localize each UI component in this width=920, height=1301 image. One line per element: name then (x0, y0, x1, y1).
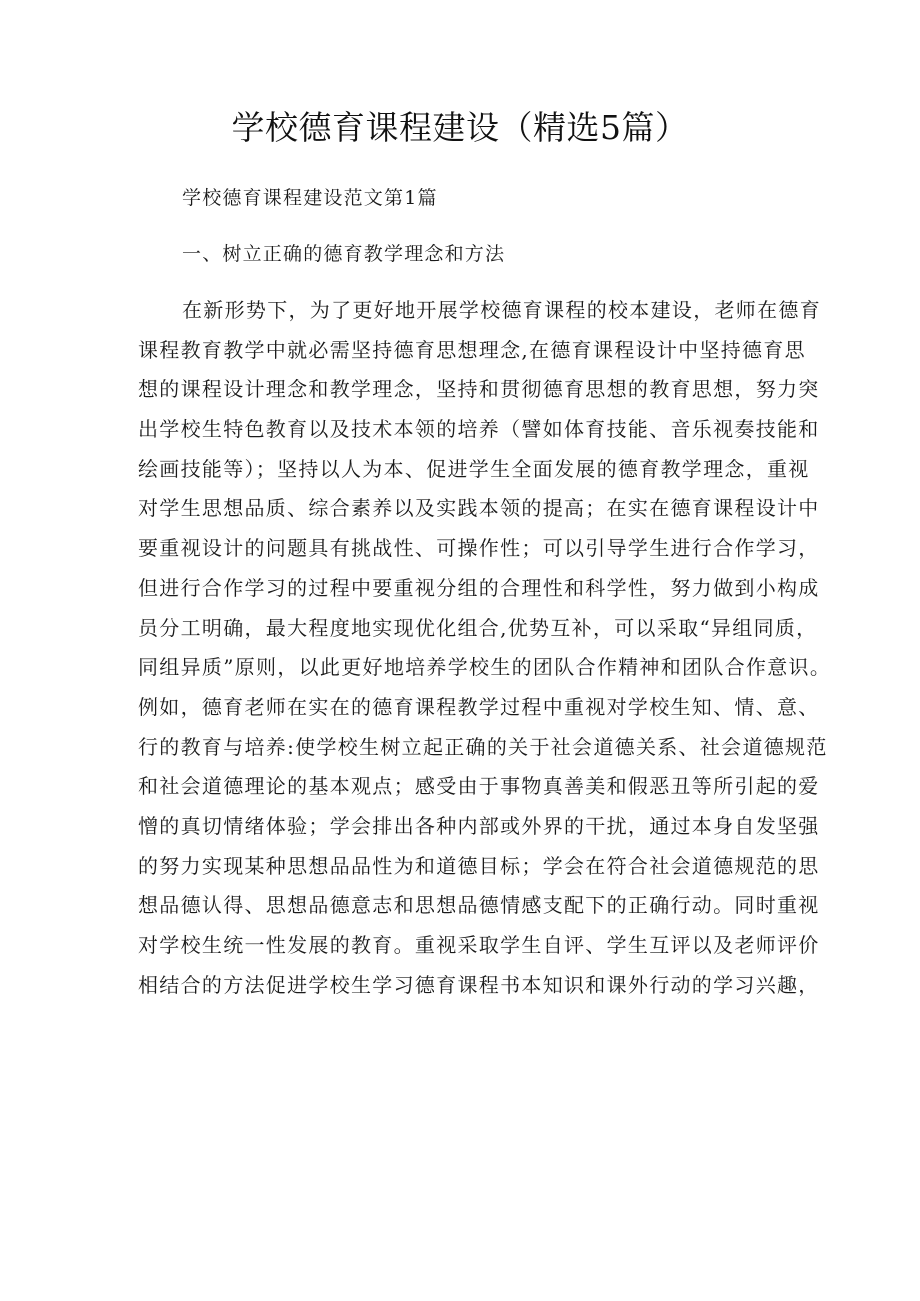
body-line: 要重视设计的问题具有挑战性、可操作性；可以引导学生进行合作学习， (138, 536, 820, 561)
body-line: 同组异质”原则，以此更好地培养学校生的团队合作精神和团队合作意识。 (138, 655, 832, 680)
body-paragraph (138, 291, 832, 1005)
body-line: 的努力实现某种思想品品性为和道德目标；学会在符合社会道德规范的思 (138, 853, 820, 878)
body-line: 行的教育与培养:使学校生树立起正确的关于社会道德关系、社会道德规范 (138, 734, 828, 759)
body-line: 员分工明确，最大程度地实现优化组合,优势互补，可以采取“异组同质， (138, 615, 818, 640)
body-line: 憎的真切情绪体验；学会排出各种内部或外界的干扰，通过本身自发坚强 (138, 813, 820, 838)
body-line: 在新形势下，为了更好地开展学校德育课程的校本建设，老师在德育 (182, 298, 821, 322)
body-line: 绘画技能等）；坚持以人为本、促进学生全面发展的德育教学理念，重视 (138, 456, 810, 481)
body-line: 想的课程设计理念和教学理念，坚持和贯彻德育思想的教育思想，努力突 (138, 377, 820, 402)
body-line: 出学校生特色教育以及技术本领的培养（譬如体育技能、音乐视奏技能和 (138, 417, 820, 442)
body-line: 对学生思想品质、综合素养以及实践本领的提高；在实在德育课程设计中 (138, 496, 820, 521)
body-line: 课程教育教学中就必需坚持德育思想理念,在德育课程设计中坚持德育思 (138, 337, 806, 362)
body-line: 想品德认得、思想品德意志和思想品德情感支配下的正确行动。同时重视 (138, 893, 820, 918)
body-line: 对学校生统一性发展的教育。重视采取学生自评、学生互评以及老师评价 (138, 933, 820, 957)
body-line: 相结合的方法促进学校生学习德育课程书本知识和课外行动的学习兴趣， (138, 972, 820, 997)
section-heading: 一、树立正确的德育教学理念和方法 (182, 243, 506, 265)
article-subtitle: 学校德育课程建设范文第1篇 (182, 187, 438, 209)
body-line: 但进行合作学习的过程中要重视分组的合理性和科学性，努力做到小构成 (138, 575, 820, 600)
body-line: 和社会道德理论的基本观点；感受由于事物真善美和假恶丑等所引起的爱 (138, 774, 820, 799)
body-line: 例如，德育老师在实在的德育课程教学过程中重视对学校生知、情、意、 (138, 694, 820, 719)
document-title: 学校德育课程建设（精选5篇） (231, 108, 689, 147)
